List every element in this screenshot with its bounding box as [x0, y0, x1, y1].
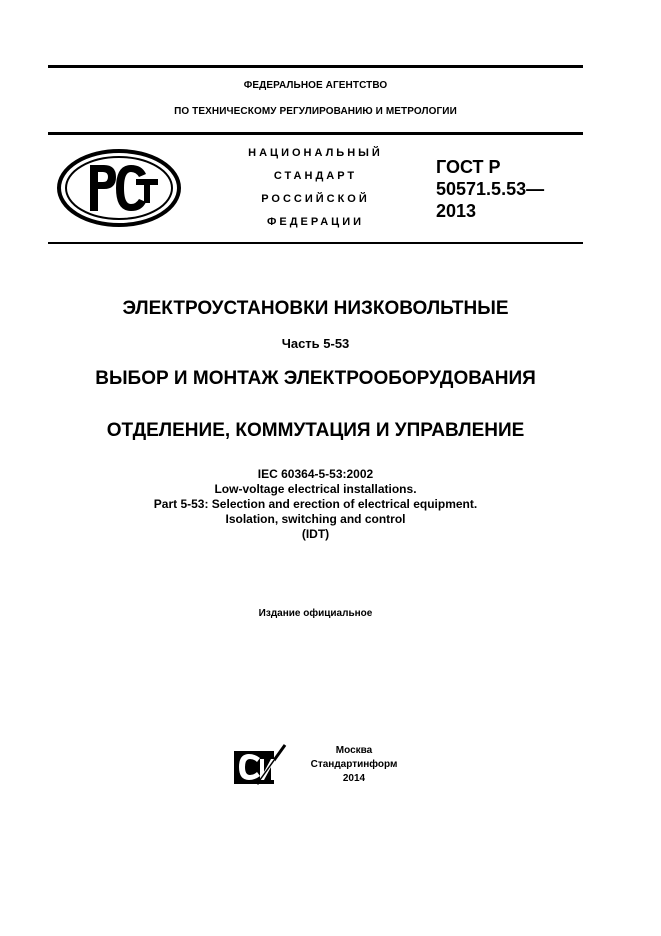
document-title: ЭЛЕКТРОУСТАНОВКИ НИЗКОВОЛЬТНЫЕ — [122, 298, 509, 319]
iec-line-2: Low-voltage electrical installations. — [214, 482, 417, 496]
publisher-name: Стандартинформ — [310, 759, 398, 770]
top-rule — [48, 65, 583, 68]
standard-type-line-1: НАЦИОНАЛЬНЫЙ — [248, 147, 383, 159]
iec-line-5: (IDT) — [301, 527, 330, 541]
agency-line-1: ФЕДЕРАЛЬНОЕ АГЕНТСТВО — [243, 80, 388, 91]
document-part: Часть 5-53 — [281, 336, 350, 351]
designation-rule — [48, 242, 583, 244]
iec-line-3: Part 5-53: Selection and erection of electrical equipment. — [153, 497, 478, 511]
edition-label: Издание официальное — [258, 608, 373, 619]
document-subtitle-2: ОТДЕЛЕНИЕ, КОММУТАЦИЯ И УПРАВЛЕНИЕ — [106, 420, 525, 441]
publisher-city: Москва — [335, 745, 373, 756]
publisher-block — [296, 744, 412, 786]
document-subtitle-1: ВЫБОР И МОНТАЖ ЭЛЕКТРООБОРУДОВАНИЯ — [95, 368, 536, 389]
gost-designation-line-1: ГОСТ Р — [436, 157, 501, 177]
iec-line-1: IEC 60364-5-53:2002 — [257, 467, 374, 481]
agency-line-2: ПО ТЕХНИЧЕСКОМУ РЕГУЛИРОВАНИЮ И МЕТРОЛОГИИ — [174, 106, 457, 117]
standartinform-logo-icon — [233, 744, 287, 786]
header-rule — [48, 132, 583, 135]
gost-designation-line-2: 50571.5.53— — [436, 179, 545, 199]
standard-type-line-3: РОССИЙСКОЙ — [261, 193, 370, 205]
gost-r-certification-logo-icon — [56, 148, 182, 228]
standard-type-line-4: ФЕДЕРАЦИИ — [266, 216, 365, 228]
standard-type-line-2: СТАНДАРТ — [273, 170, 358, 182]
gost-designation — [436, 156, 586, 222]
iec-line-4: Isolation, switching and control — [225, 512, 406, 526]
publisher-year: 2014 — [342, 773, 366, 784]
gost-designation-line-3: 2013 — [436, 201, 477, 221]
